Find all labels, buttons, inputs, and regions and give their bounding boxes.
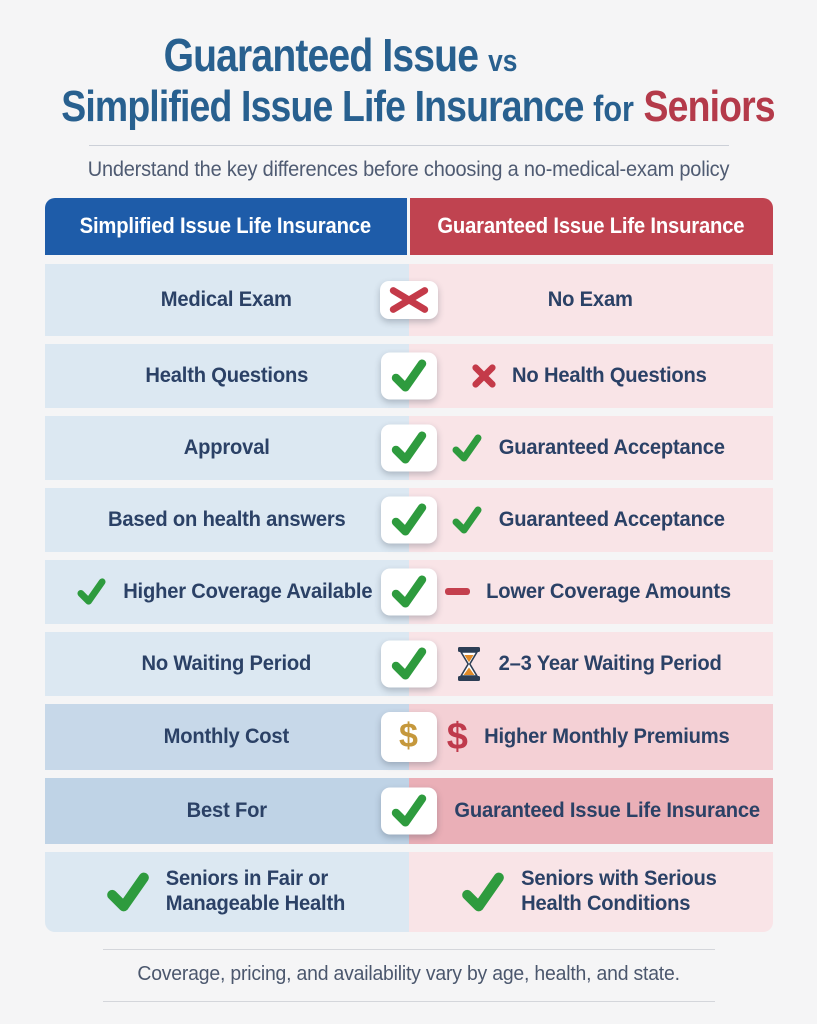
title-block [0,0,817,182]
title-accent: Seniors [643,81,775,131]
red-x-badge [380,281,438,319]
row-approval [45,416,773,480]
right-label-line2: Health Conditions [521,891,691,915]
page-title-line1 [0,30,688,82]
left-cell-label: Monthly Cost [163,724,290,748]
row-left-cell [45,488,409,552]
green-check-badge [381,424,437,471]
row-left-cell [45,344,409,408]
footer-text: Coverage, pricing, and availability vary by age, health, and state. [137,962,680,985]
right-cell-label: 2–3 Year Waiting Period [498,651,722,675]
row-left-cell [45,778,409,844]
green-check-badge [381,568,437,615]
subtitle: Understand the key differences before choosing a no-medical-exam policy [87,157,730,181]
row-left-cell [45,560,409,624]
right-cell-label: Higher Monthly Premiums [483,724,730,748]
comparison-table [45,198,773,932]
right-cell-label: Guaranteed Acceptance [498,507,726,531]
table-header-row [45,198,773,255]
left-cell-label: Based on health answers [107,507,346,531]
row-right-cell [409,704,773,770]
left-cell-label [165,867,344,917]
title-vs: vs [488,43,518,78]
green-check-badge [381,787,437,834]
title-for: for [593,87,634,129]
left-cell-label: Health Questions [145,363,308,387]
row-right-cell [409,560,773,624]
row-coverage [45,560,773,624]
header-left-label: Simplified Issue Life Insurance [80,213,372,239]
green-check-icon [451,432,483,464]
green-check-icon [451,504,483,536]
row-left-cell [45,704,409,770]
header-right-label: Guaranteed Issue Life Insurance [437,213,745,239]
row-right-cell [409,632,773,696]
row-left-cell [45,264,409,336]
row-best-for [45,778,773,844]
right-cell-label [521,867,717,917]
row-left-cell [45,416,409,480]
green-check-icon [390,645,428,683]
gold-dollar-badge [381,712,437,762]
left-cell-label: Higher Coverage Available [122,579,373,603]
title-main-1: Guaranteed Issue [163,29,479,81]
page-title-line2 [61,81,775,131]
left-cell-label: Medical Exam [160,287,293,311]
left-cell-label: Best For [186,798,267,822]
green-check-badge [381,352,437,399]
green-check-icon [390,501,428,539]
row-waiting-period [45,632,773,696]
left-label-line1: Seniors in Fair or [165,867,328,891]
row-right-cell [409,416,773,480]
red-dash-icon [445,588,470,595]
row-left-cell [45,852,409,932]
header-guaranteed-issue [410,198,773,255]
left-label-line2: Manageable Health [165,891,345,915]
green-check-icon [390,792,428,830]
row-health-questions [45,344,773,408]
row-right-cell [409,264,773,336]
right-cell-label: No Exam [548,287,633,311]
title-main-2: Simplified Issue Life Insurance [61,81,584,131]
red-dollar-icon: $ [446,715,468,758]
green-check-icon [76,576,107,607]
row-left-cell [45,632,409,696]
right-cell-label: No Health Questions [511,363,707,387]
green-check-icon [390,573,428,611]
row-right-cell [409,852,773,932]
green-check-badge [381,640,437,687]
green-check-icon [105,869,151,915]
footer-disclaimer [103,949,715,1002]
red-x-icon [388,287,430,313]
right-label-line1: Seniors with Serious [521,867,717,891]
right-cell-label: Guaranteed Issue Life Insurance [454,798,761,822]
red-x-icon [471,363,497,389]
green-check-icon [390,429,428,467]
title-divider [89,145,729,146]
row-based-on-health-answers [45,488,773,552]
green-check-icon [390,357,428,395]
row-monthly-cost [45,704,773,770]
hourglass-icon [455,647,483,681]
row-right-cell [409,778,773,844]
right-cell-label: Guaranteed Acceptance [498,435,726,459]
header-simplified-issue [45,198,408,255]
row-right-cell [409,344,773,408]
green-check-badge [381,496,437,543]
gold-dollar-icon: $ [399,717,418,756]
right-cell-label: Lower Coverage Amounts [486,579,731,603]
left-cell-label: No Waiting Period [141,651,312,675]
left-cell-label: Approval [183,435,270,459]
green-check-icon [460,869,506,915]
row-seniors-summary [45,852,773,932]
row-medical-exam [45,264,773,336]
row-right-cell [409,488,773,552]
